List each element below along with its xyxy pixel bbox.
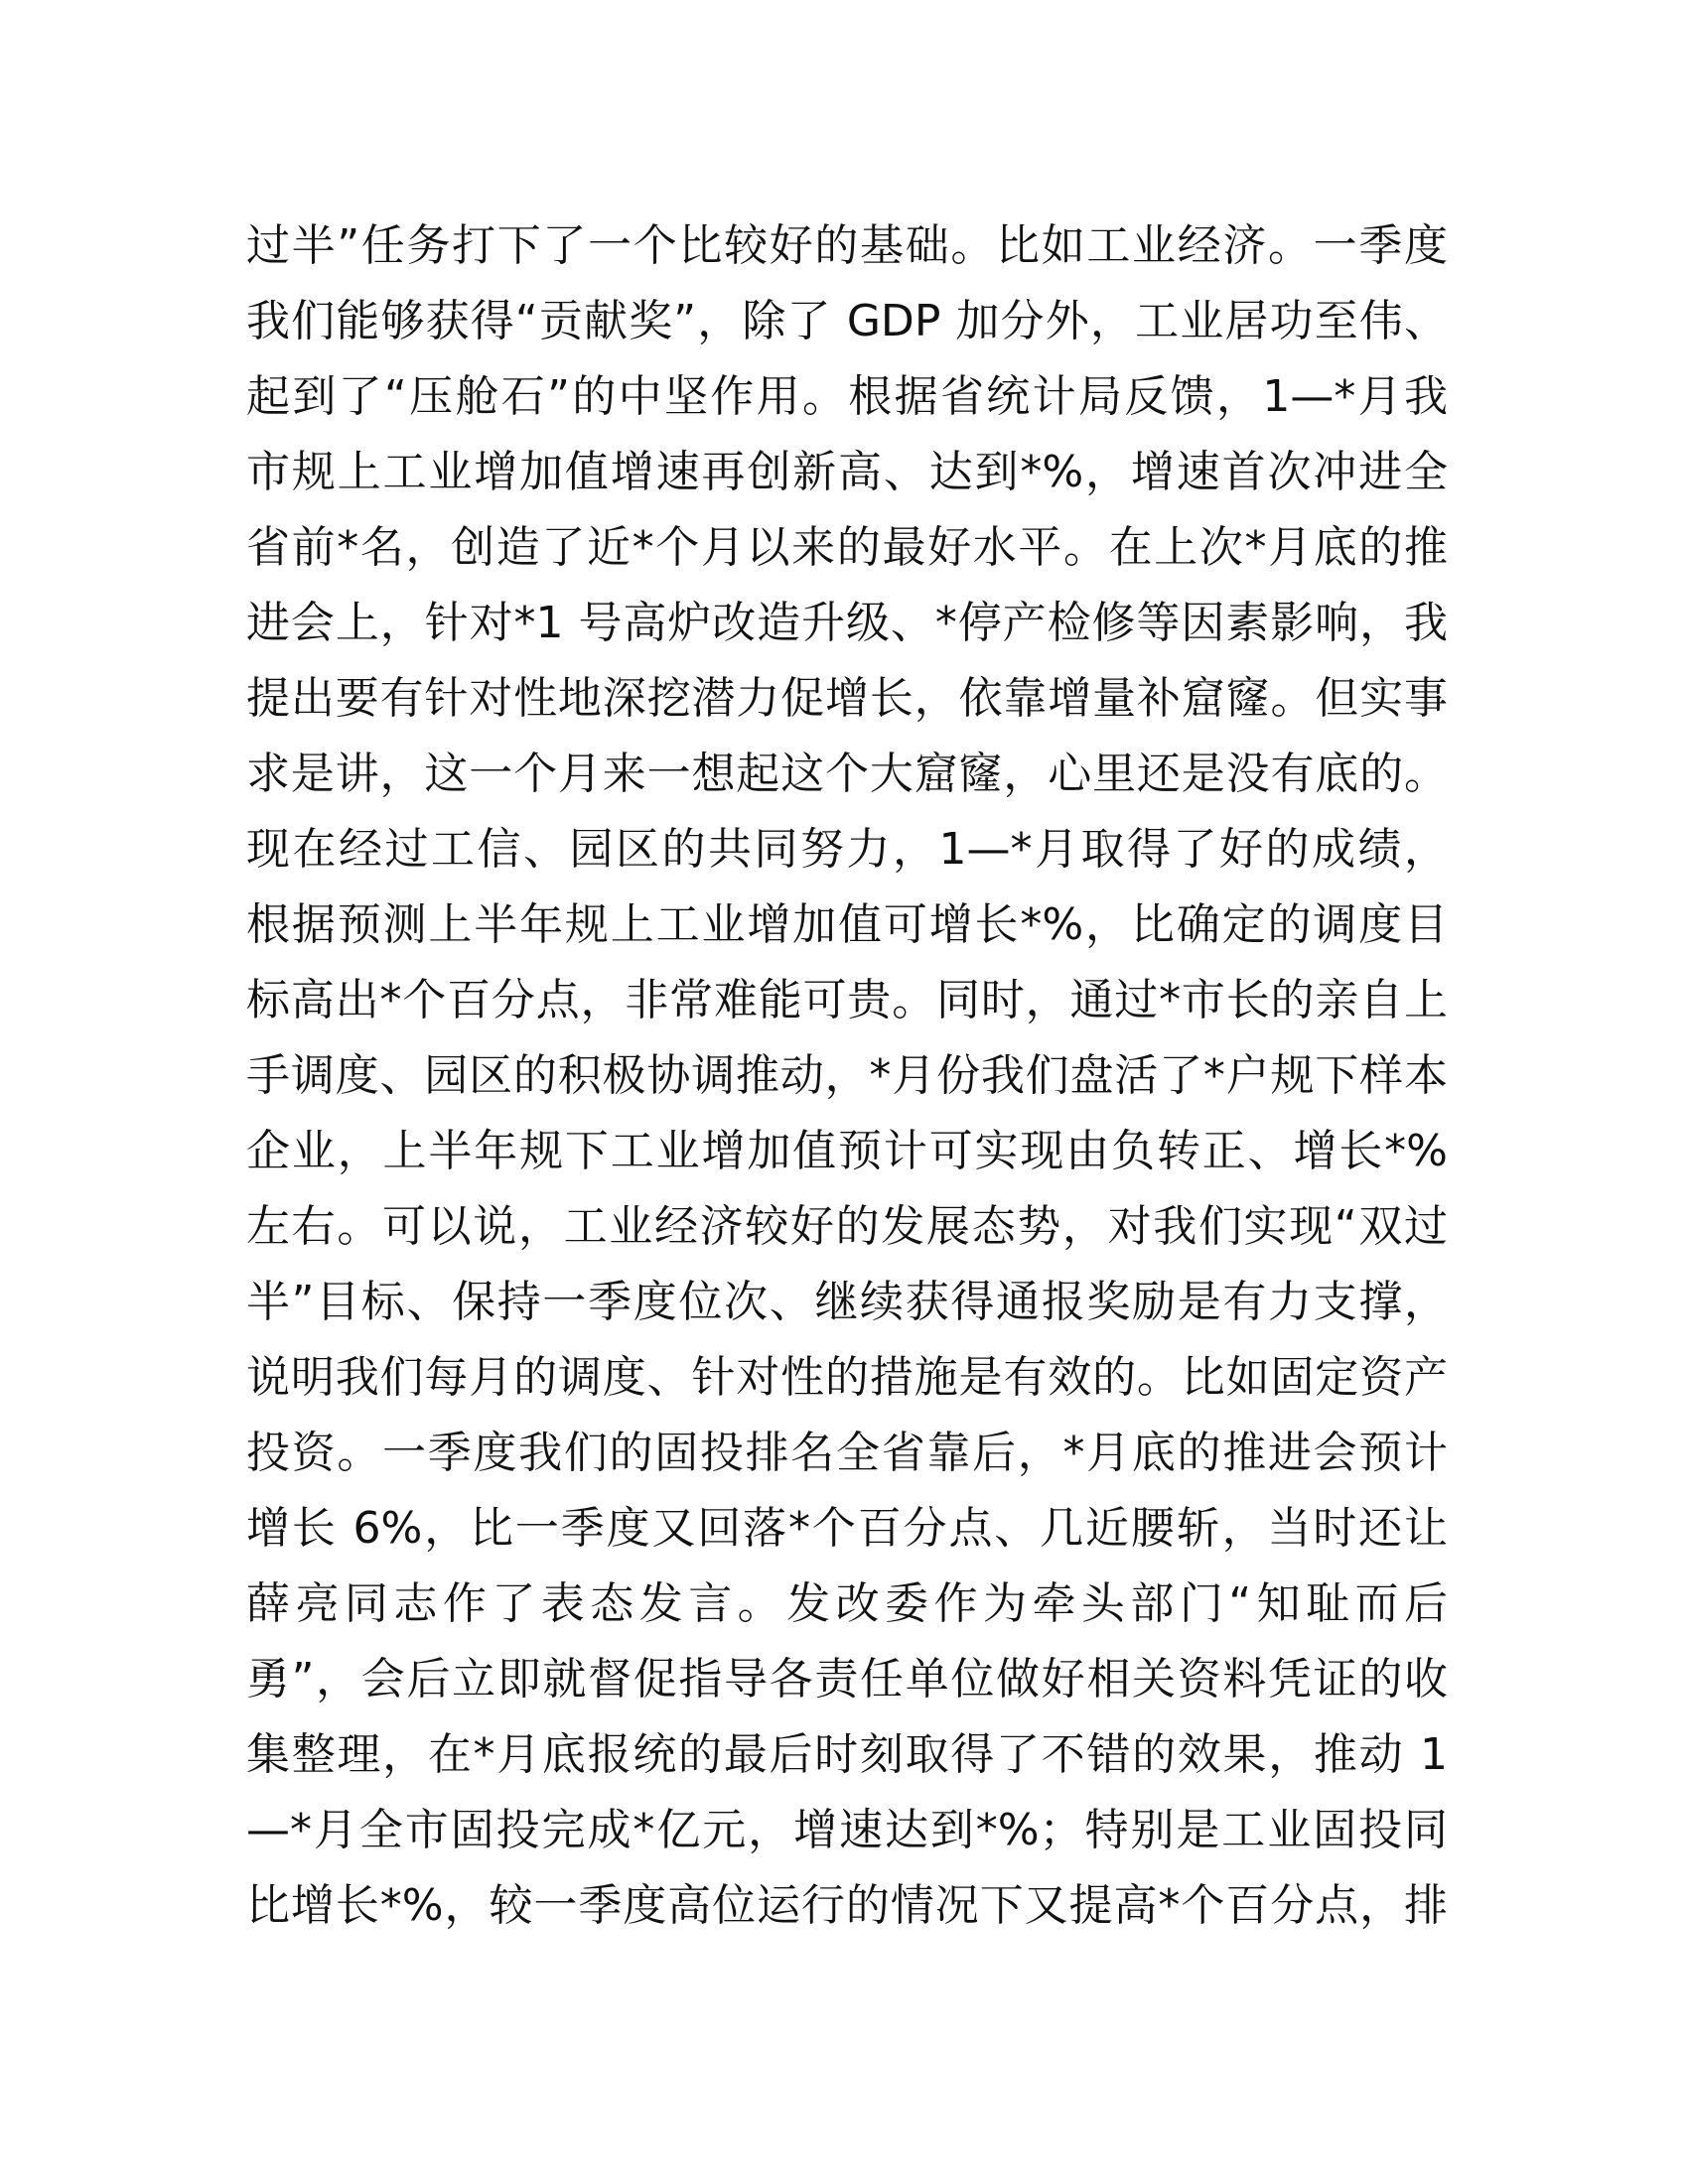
text-line: 现在经过工信、园区的共同努力，1—*月取得了好的成绩， <box>246 824 1448 875</box>
text-line: 比增长*%，较一季度高位运行的情况下又提高*个百分点，排 <box>246 1880 1448 1931</box>
text-line: 左右。可以说，工业经济较好的发展态势，对我们实现“双过 <box>246 1201 1448 1252</box>
text-line: 半”目标、保持一季度位次、继续获得通报奖励是有力支撑， <box>246 1277 1448 1327</box>
text-line: 勇”，会后立即就督促指导各责任单位做好相关资料凭证的收 <box>246 1654 1448 1705</box>
text-line: 过半”任务打下了一个比较好的基础。比如工业经济。一季度 <box>246 220 1448 271</box>
text-line: 起到了“压舱石”的中坚作用。根据省统计局反馈，1—*月我 <box>246 371 1448 422</box>
text-line: 增长 6%，比一季度又回落*个百分点、几近腰斩，当时还让 <box>246 1503 1448 1554</box>
text-line: 求是讲，这一个月来一想起这个大窟窿，心里还是没有底的。 <box>246 749 1448 799</box>
text-line: —*月全市固投完成*亿元，增速达到*%；特别是工业固投同 <box>246 1805 1448 1855</box>
text-line: 薛亮同志作了表态发言。发改委作为牵头部门“知耻而后 <box>246 1578 1448 1629</box>
text-line: 投资。一季度我们的固投排名全省靠后，*月底的推进会预计 <box>246 1428 1448 1478</box>
text-line: 企业，上半年规下工业增加值预计可实现由负转正、增长*% <box>246 1126 1448 1176</box>
text-line: 手调度、园区的积极协调推动，*月份我们盘活了*户规下样本 <box>246 1050 1448 1101</box>
body-paragraph <box>246 208 1448 1944</box>
text-line: 省前*名，创造了近*个月以来的最好水平。在上次*月底的推 <box>246 522 1448 573</box>
text-line: 提出要有针对性地深挖潜力促增长，依靠增量补窟窿。但实事 <box>246 673 1448 724</box>
text-line: 集整理，在*月底报统的最后时刻取得了不错的效果，推动 1 <box>246 1729 1448 1780</box>
text-line: 我们能够获得“贡献奖”，除了 GDP 加分外，工业居功至伟、 <box>246 296 1448 346</box>
text-line: 说明我们每月的调度、针对性的措施是有效的。比如固定资产 <box>246 1352 1448 1403</box>
text-line: 进会上，针对*1 号高炉改造升级、*停产检修等因素影响，我 <box>246 598 1448 648</box>
text-line: 标高出*个百分点，非常难能可贵。同时，通过*市长的亲自上 <box>246 975 1448 1025</box>
text-line: 根据预测上半年规上工业增加值可增长*%，比确定的调度目 <box>246 899 1448 950</box>
text-line: 市规上工业增加值增速再创新高、达到*%，增速首次冲进全 <box>246 447 1448 497</box>
